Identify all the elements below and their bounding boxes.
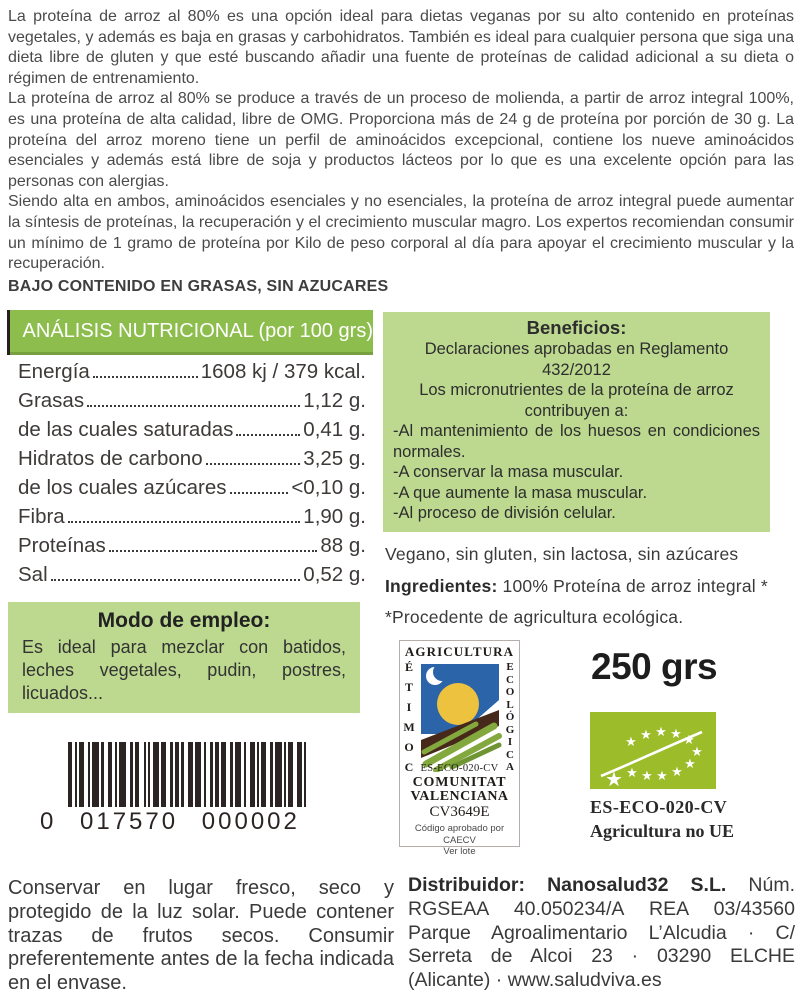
storage-instructions: Conservar en lugar fresco, seco y protegido de la luz solar. Puede contener trazas de frutos secos. Consumir preferentemente antes de la fecha indicada en el envase.: [8, 877, 394, 995]
svg-text:★: ★: [671, 765, 683, 780]
table-row: [18, 389, 366, 418]
ingredients-label: Ingredientes:: [385, 575, 498, 596]
benefits-title: Beneficios:: [526, 317, 627, 338]
row-value: 1,12 g.: [303, 389, 366, 412]
svg-text:★: ★: [683, 733, 695, 748]
eu-code: ES-ECO-020-CV: [590, 797, 728, 817]
distributor-name: Distribuidor: Nanosalud32 S.L.: [408, 874, 727, 896]
caecv-approval-note: Código aprobado por CAECV Ver lote: [414, 823, 505, 857]
svg-text:★: ★: [625, 735, 637, 750]
caecv-region-1: COMUNITAT: [412, 775, 507, 790]
row-label: Energía: [18, 360, 90, 383]
table-row: [18, 447, 366, 476]
row-label: de los cuales azúcares: [18, 476, 227, 499]
caecv-landscape-icon: [418, 664, 502, 772]
benefits-box: [383, 312, 770, 532]
diet-claims: Vegano, sin gluten, sin lactosa, sin azúcares: [385, 544, 739, 564]
svg-text:★: ★: [670, 727, 682, 742]
barcode-digits: 0 017570 000002: [40, 808, 300, 835]
low-fat-claim: BAJO CONTENIDO EN GRASAS, SIN AZUCARES: [8, 277, 389, 295]
svg-text:★: ★: [655, 725, 667, 740]
leader-dots: [230, 492, 289, 494]
barcode-bars-icon: [68, 742, 307, 807]
leader-dots: [87, 405, 300, 407]
sun-icon: [437, 683, 479, 725]
barcode: [40, 742, 320, 836]
list-item: -A que aumente la masa muscular.: [393, 483, 648, 502]
usage-title: Modo de empleo:: [97, 609, 271, 632]
caecv-cert-number: CV3649E: [429, 804, 490, 820]
usage-box: [8, 602, 360, 713]
nutrition-header: [7, 310, 373, 355]
eu-origin: Agricultura no UE: [590, 821, 734, 841]
table-row: [18, 505, 366, 534]
table-row: [18, 360, 366, 389]
eu-organic-logo: [590, 712, 734, 842]
usage-text: Es ideal para mezclar con batidos, leches vegetales, pudin, postres, licuados...: [22, 637, 346, 703]
list-item: -Al mantenimiento de los huesos en condiciones normales.: [393, 422, 760, 461]
table-row: [18, 476, 366, 505]
intro-paragraph-3: Siendo alta en ambos, aminoácidos esenciales y no esenciales, la proteína de arroz integral puede aumentar la síntesis de proteínas, la recuperación y el crecimiento muscular magro. Los expertos recomiendan consumir un mínimo de 1 gramo de proteína por Kilo de peso corporal al día para apoyar el crecimiento muscular y la recuperación.: [8, 193, 794, 273]
row-value: 0,41 g.: [303, 418, 366, 441]
caecv-vertical-comite: É T I M O C: [403, 660, 415, 774]
row-value: 1608 kj / 379 kcal.: [200, 360, 366, 383]
eu-leaf-icon: [590, 712, 716, 789]
row-value: 88 g.: [320, 534, 366, 557]
nutrition-table: [18, 360, 366, 592]
ingredients-value: 100% Proteína de arroz integral *: [497, 575, 768, 596]
leader-dots: [109, 550, 318, 552]
intro-paragraph-1: La proteína de arroz al 80% es una opción ideal para dietas veganas por su alto contenido en proteínas vegetales, y además es baja en grasas y carbohidratos. También es ideal para cualquier persona que siga una dieta libre de gluten y que esté buscando añadir una fuente de proteínas de calidad adicional a su dieta o régimen de entrenamiento.: [8, 8, 794, 87]
leader-dots: [236, 434, 300, 436]
row-label: Fibra: [18, 505, 65, 528]
svg-text:★: ★: [691, 745, 703, 760]
list-item: -Al proceso de división celular.: [393, 504, 616, 522]
distributor-details: Núm. RGSEAA 40.050234/A REA 03/43560 Parque Agroalimentario L’Alcudia · C/ Serreta de Alcoi 23 · 03290 ELCHE (Alicante) · www.saludviva.es: [408, 874, 795, 992]
svg-text:★: ★: [640, 728, 652, 743]
distributor-info: [408, 874, 795, 993]
row-value: 0,52 g.: [303, 563, 366, 586]
table-row: [18, 563, 366, 592]
svg-text:★: ★: [605, 767, 623, 789]
nutrition-title: ANÁLISIS NUTRICIONAL (por 100 grs): [22, 319, 373, 342]
caecv-top-label: AGRICULTURA: [404, 644, 515, 659]
leader-dots: [93, 376, 198, 378]
leader-dots: [68, 521, 301, 523]
intro-paragraph-2: La proteína de arroz al 80% se produce a través de un proceso de molienda, a partir de arroz integral 100%, es una proteína de alta calidad, libre de OMG. Proporciona más de 24 g de proteína por porción de 30 g. La proteína del arroz moreno tiene un perfil de aminoácidos excepcional, contiene los nueve aminoácidos esenciales y además está libre de soja y productos lácteos por lo que es una excelente opción para las personas con alergias.: [8, 90, 794, 190]
row-value: <0,10 g.: [291, 476, 366, 499]
caecv-organic-logo: [399, 640, 520, 857]
row-label: Grasas: [18, 389, 85, 412]
row-value: 3,25 g.: [303, 447, 366, 470]
caecv-region-2: VALENCIANA: [410, 789, 509, 804]
caecv-vertical-ecologica: E C O L Ó G I C A: [505, 661, 515, 773]
table-row: [18, 418, 366, 447]
table-row: [18, 534, 366, 563]
ingredients-line: [385, 576, 790, 597]
list-item: -A conservar la masa muscular.: [393, 463, 624, 481]
row-label: Proteínas: [18, 534, 106, 557]
benefits-subtitle: Los micronutrientes de la proteína de arroz contribuyen a:: [419, 381, 734, 420]
svg-text:★: ★: [626, 766, 638, 781]
benefits-regulation: Declaraciones aprobadas en Reglamento 432/2012: [424, 340, 729, 379]
row-value: 1,90 g.: [303, 505, 366, 528]
intro-text: [8, 7, 794, 297]
leader-dots: [51, 579, 301, 581]
row-label: Sal: [18, 563, 48, 586]
dietary-info: [385, 544, 790, 639]
svg-text:★: ★: [641, 769, 653, 784]
row-label: de las cuales saturadas: [18, 418, 234, 441]
net-weight: 250 grs: [591, 646, 718, 687]
organic-footnote: *Procedente de agricultura ecológica.: [385, 607, 684, 627]
row-label: Hidratos de carbono: [18, 447, 203, 470]
leader-dots: [206, 463, 301, 465]
svg-text:★: ★: [656, 769, 668, 784]
svg-text:★: ★: [684, 757, 696, 772]
caecv-code: ES-ECO-020-CV: [420, 763, 499, 774]
nutrition-header-bar: [10, 310, 373, 355]
